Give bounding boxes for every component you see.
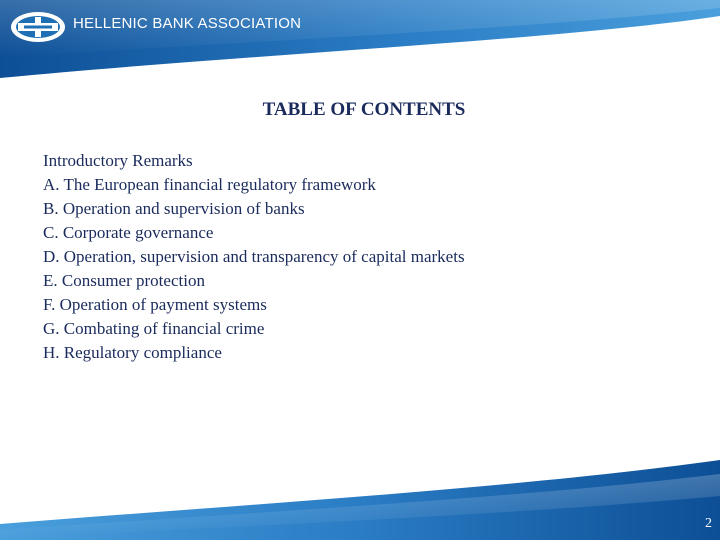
page-title: TABLE OF CONTENTS xyxy=(262,99,466,120)
toc-item-d: D. Operation, supervision and transparency of capital markets xyxy=(43,247,465,266)
hellenic-bank-association-logo xyxy=(10,11,66,43)
toc-item-introductory-remarks: Introductory Remarks xyxy=(43,151,193,170)
toc-item-c: C. Corporate governance xyxy=(43,223,214,242)
toc-list xyxy=(43,149,465,365)
toc-item-h: H. Regulatory compliance xyxy=(43,343,222,362)
brand-name: HELLENIC BANK ASSOCIATION xyxy=(73,15,302,32)
toc-item-f: F. Operation of payment systems xyxy=(43,295,267,314)
toc-item-b: B. Operation and supervision of banks xyxy=(43,199,305,218)
header-band xyxy=(0,0,720,80)
toc-item-a: A. The European financial regulatory framework xyxy=(43,175,376,194)
toc-item-g: G. Combating of financial crime xyxy=(43,319,265,338)
page-number: 2 xyxy=(705,516,712,531)
footer-band xyxy=(0,440,720,540)
toc-item-e: E. Consumer protection xyxy=(43,271,205,290)
